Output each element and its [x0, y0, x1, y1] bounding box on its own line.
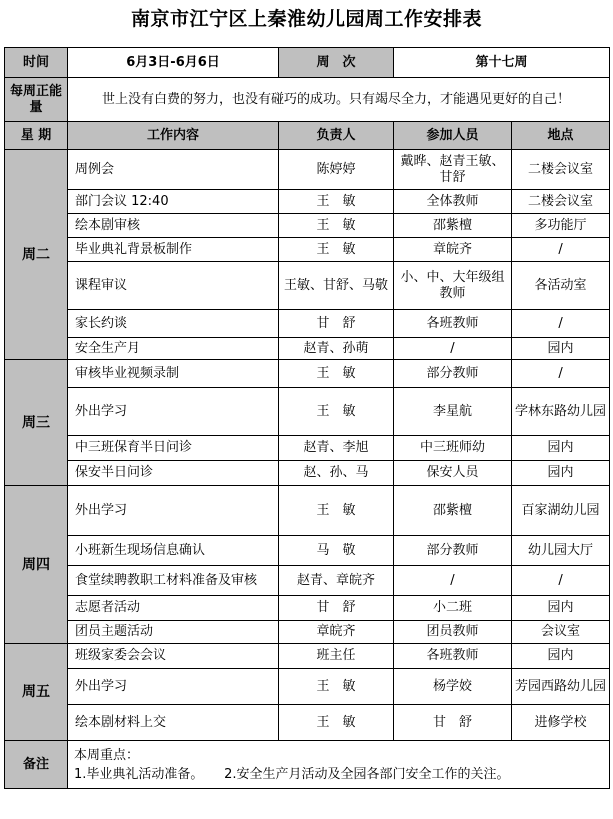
- place-cell: /: [512, 310, 610, 338]
- participants-cell: 邵紫檀: [394, 486, 512, 536]
- page-title: 南京市江宁区上秦淮幼儿园周工作安排表: [130, 8, 482, 30]
- participants-cell: 部分教师: [394, 360, 512, 388]
- place-cell: 各活动室: [512, 262, 610, 310]
- place-cell: 幼儿园大厅: [512, 536, 610, 566]
- owner-cell: 王 敏: [279, 705, 394, 741]
- notes-heading: 本周重点：: [74, 747, 140, 763]
- content-cell: 保安半日问诊: [68, 461, 279, 486]
- place-cell: 二楼会议室: [512, 150, 610, 190]
- owner-cell: 王 敏: [279, 388, 394, 436]
- owner-cell: 班主任: [279, 644, 394, 669]
- owner-cell: 甘 舒: [279, 596, 394, 621]
- participants-cell: 李星航: [394, 388, 512, 436]
- notes-item-2: 2.安全生产月活动及全园各部门安全工作的关注。: [224, 766, 510, 782]
- content-cell: 食堂续聘教职工材料准备及审核: [68, 566, 279, 596]
- owner-cell: 陈婷婷: [279, 150, 394, 190]
- time-label: 时间: [5, 48, 68, 78]
- owner-cell: 马 敬: [279, 536, 394, 566]
- owner-cell: 甘 舒: [279, 310, 394, 338]
- col-day: 星 期: [5, 122, 68, 150]
- participants-cell: 小二班: [394, 596, 512, 621]
- day-cell: 周五: [5, 644, 68, 741]
- table-row: [5, 360, 610, 388]
- schedule-table: [4, 47, 610, 789]
- place-cell: /: [512, 238, 610, 262]
- content-cell: 外出学习: [68, 388, 279, 436]
- table-row: [5, 214, 610, 238]
- table-row: [5, 150, 610, 190]
- participants-cell: /: [394, 338, 512, 360]
- content-cell: 中三班保育半日问诊: [68, 436, 279, 461]
- owner-cell: 赵、孙、马: [279, 461, 394, 486]
- content-cell: 团员主题活动: [68, 621, 279, 644]
- participants-cell: 小、中、大年级组教师: [394, 262, 512, 310]
- owner-cell: 王 敏: [279, 214, 394, 238]
- content-cell: 毕业典礼背景板制作: [68, 238, 279, 262]
- participants-cell: 部分教师: [394, 536, 512, 566]
- table-row: [5, 436, 610, 461]
- day-cell: 周二: [5, 150, 68, 360]
- owner-cell: 章皖齐: [279, 621, 394, 644]
- column-header-row: [5, 122, 610, 150]
- place-cell: 园内: [512, 436, 610, 461]
- participants-cell: 团员教师: [394, 621, 512, 644]
- table-row: [5, 596, 610, 621]
- participants-cell: 章皖齐: [394, 238, 512, 262]
- participants-cell: 中三班师幼: [394, 436, 512, 461]
- owner-cell: 赵青、李旭: [279, 436, 394, 461]
- place-cell: 进修学校: [512, 705, 610, 741]
- place-cell: 会议室: [512, 621, 610, 644]
- place-cell: 园内: [512, 596, 610, 621]
- place-cell: 园内: [512, 338, 610, 360]
- place-cell: /: [512, 360, 610, 388]
- place-cell: 百家湖幼儿园: [512, 486, 610, 536]
- table-row: [5, 536, 610, 566]
- place-cell: 园内: [512, 644, 610, 669]
- owner-cell: 王 敏: [279, 669, 394, 705]
- participants-cell: 全体教师: [394, 190, 512, 214]
- table-row: [5, 644, 610, 669]
- owner-cell: 王 敏: [279, 486, 394, 536]
- owner-cell: 王敏、甘舒、马敬: [279, 262, 394, 310]
- notes-label: 备注: [5, 741, 68, 789]
- owner-cell: 王 敏: [279, 238, 394, 262]
- place-cell: 学林东路幼儿园: [512, 388, 610, 436]
- day-cell: 周三: [5, 360, 68, 486]
- participants-cell: 邵紫檀: [394, 214, 512, 238]
- week-value: 第十七周: [394, 48, 610, 78]
- table-row: [5, 262, 610, 310]
- table-row: [5, 705, 610, 741]
- content-cell: 课程审议: [68, 262, 279, 310]
- day-cell: 周四: [5, 486, 68, 644]
- participants-cell: 各班教师: [394, 310, 512, 338]
- content-cell: 安全生产月: [68, 338, 279, 360]
- notes-items: [74, 765, 607, 784]
- participants-cell: /: [394, 566, 512, 596]
- content-cell: 外出学习: [68, 486, 279, 536]
- place-cell: 二楼会议室: [512, 190, 610, 214]
- owner-cell: 赵青、章皖齐: [279, 566, 394, 596]
- owner-cell: 赵青、孙萌: [279, 338, 394, 360]
- participants-cell: 甘 舒: [394, 705, 512, 741]
- table-row: [5, 190, 610, 214]
- place-cell: 芳园西路幼儿园: [512, 669, 610, 705]
- participants-cell: 杨学姣: [394, 669, 512, 705]
- content-cell: 周例会: [68, 150, 279, 190]
- col-participants: 参加人员: [394, 122, 512, 150]
- content-cell: 外出学习: [68, 669, 279, 705]
- table-row: [5, 238, 610, 262]
- table-row: [5, 461, 610, 486]
- content-cell: 绘本剧审核: [68, 214, 279, 238]
- notes-content: [68, 741, 610, 789]
- motto-row: [5, 78, 610, 122]
- week-label: 周 次: [279, 48, 394, 78]
- content-cell: 家长约谈: [68, 310, 279, 338]
- header-row: [5, 48, 610, 78]
- table-row: [5, 388, 610, 436]
- place-cell: /: [512, 566, 610, 596]
- content-cell: 班级家委会会议: [68, 644, 279, 669]
- participants-cell: 保安人员: [394, 461, 512, 486]
- content-cell: 部门会议 12:40: [68, 190, 279, 214]
- table-row: [5, 486, 610, 536]
- participants-cell: 各班教师: [394, 644, 512, 669]
- content-cell: 志愿者活动: [68, 596, 279, 621]
- table-row: [5, 669, 610, 705]
- content-cell: 审核毕业视频录制: [68, 360, 279, 388]
- col-content: 工作内容: [68, 122, 279, 150]
- date-range: 6月3日-6月6日: [68, 48, 279, 78]
- table-row: [5, 621, 610, 644]
- owner-cell: 王 敏: [279, 190, 394, 214]
- content-cell: 绘本剧材料上交: [68, 705, 279, 741]
- owner-cell: 王 敏: [279, 360, 394, 388]
- table-row: [5, 338, 610, 360]
- content-cell: 小班新生现场信息确认: [68, 536, 279, 566]
- place-cell: 多功能厅: [512, 214, 610, 238]
- motto-text: 世上没有白费的努力，也没有碰巧的成功。只有竭尽全力，才能遇见更好的自己！: [68, 78, 610, 122]
- place-cell: 园内: [512, 461, 610, 486]
- col-owner: 负责人: [279, 122, 394, 150]
- notes-item-1: 1.毕业典礼活动准备。: [74, 766, 204, 782]
- notes-row: [5, 741, 610, 789]
- table-row: [5, 566, 610, 596]
- table-row: [5, 310, 610, 338]
- motto-label: 每周正能量: [5, 78, 68, 122]
- col-place: 地点: [512, 122, 610, 150]
- participants-cell: 戴晔、赵青王敏、甘舒: [394, 150, 512, 190]
